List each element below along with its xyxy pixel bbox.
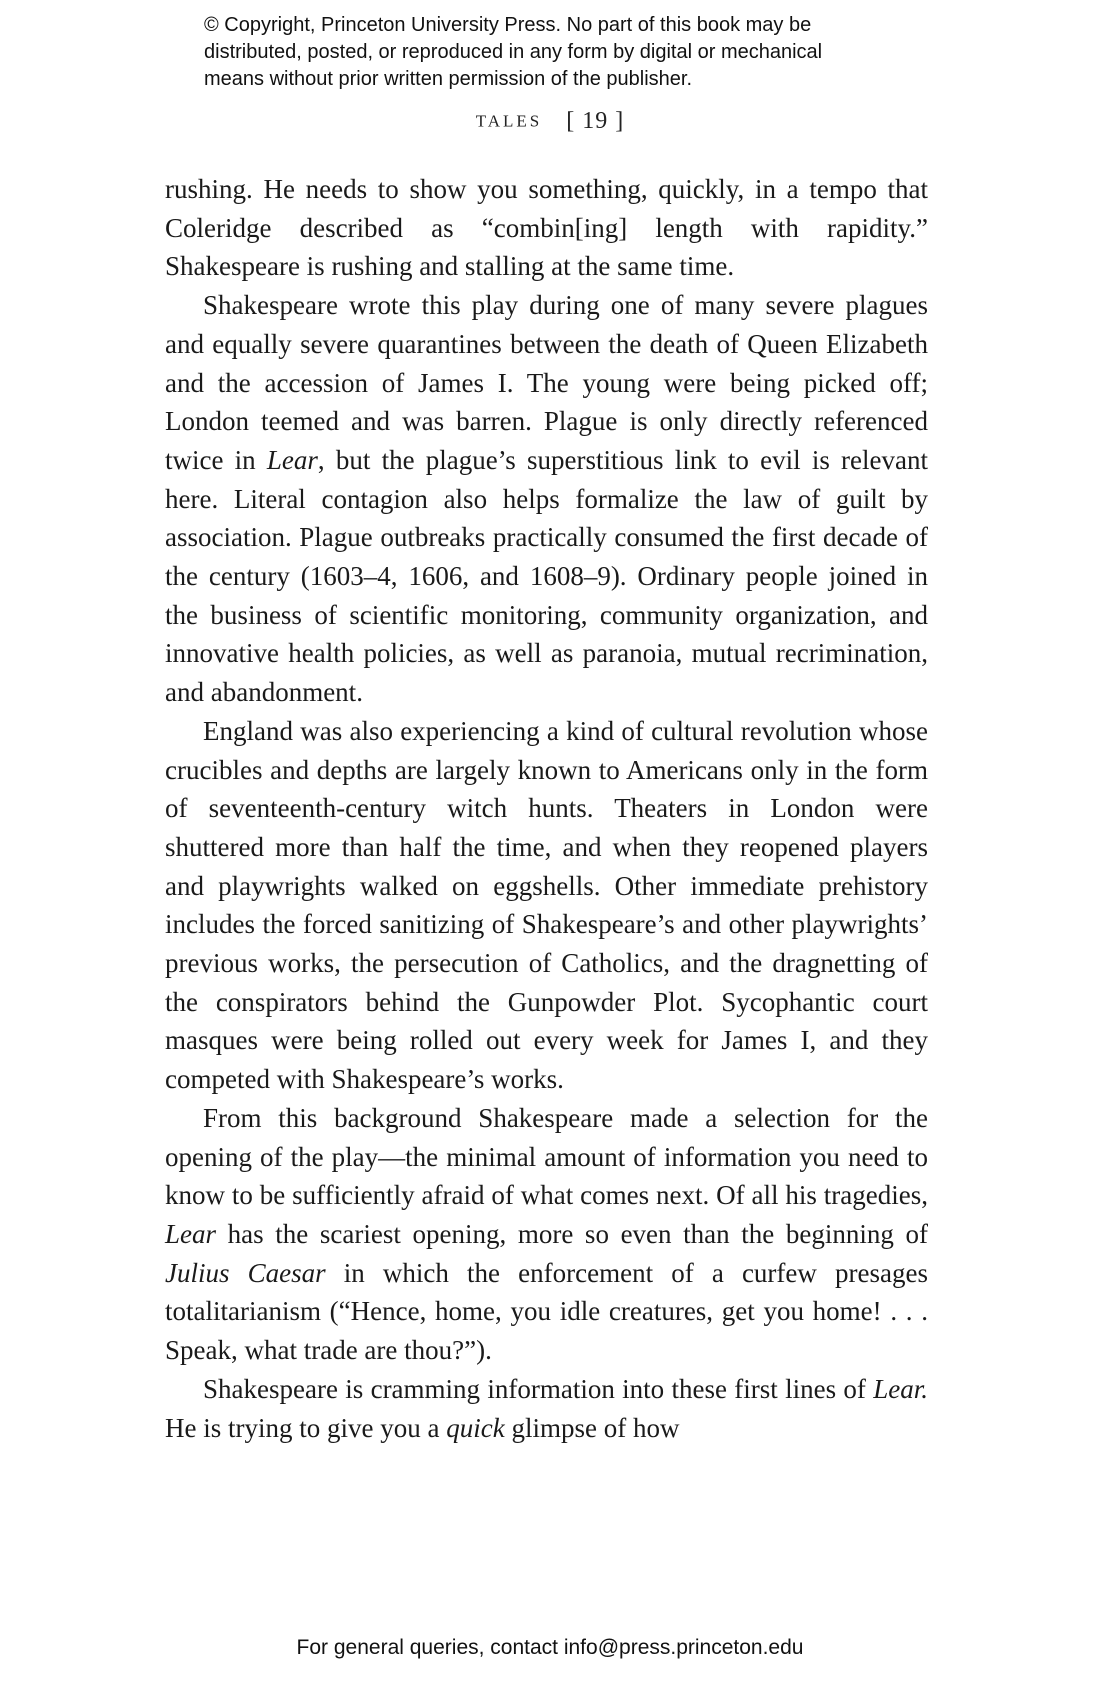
footer-contact: For general queries, contact info@press.princeton.edu (296, 1636, 804, 1659)
paragraph-2 (165, 286, 928, 712)
page-number: [ 19 ] (566, 108, 625, 134)
paragraph-2-text-a: Shakespeare wrote this play during one of many severe plagues and equally severe quarantines between the death of Queen Elizabeth and the accession of James I. The young were being picked off; London teemed and was barren. Plague is only directly referenced twice in (165, 290, 928, 475)
running-head-title: TALES (475, 111, 543, 131)
paragraph-1-text: rushing. He needs to show you something, quickly, in a tempo that Coleridge described as “combin[ing] length with rapidity.” Shakespeare is rushing and stalling at the same time. (165, 174, 928, 282)
paragraph-5-text-c: glimpse of how (504, 1412, 680, 1443)
paragraph-5-text-b: He is trying to give you a (165, 1412, 447, 1443)
paragraph-5 (165, 1370, 928, 1447)
julius-caesar-title-italic: Julius Caesar (165, 1257, 326, 1288)
copyright-line-2: distributed, posted, or reproduced in any form by digital or mechanical (204, 41, 823, 63)
lear-title-italic: Lear (266, 444, 318, 475)
copyright-notice (204, 12, 964, 93)
paragraph-2-text-b: , but the plague’s superstitious link to evil is relevant here. Literal contagion also helps formalize the law of guilt by association. Plague outbreaks practically consumed the first decade of the century (1603–4, 1606, and 1608–9). Ordinary people joined in the business of scientific monitoring, community organization, and innovative health policies, as well as paranoia, mutual recrimination, and abandonment. (165, 444, 928, 708)
copyright-line-1: © Copyright, Princeton University Press. No part of this book may be (204, 14, 812, 36)
lear-title-italic: Lear (165, 1218, 217, 1249)
quick-emphasis: quick (446, 1412, 505, 1443)
paragraph-5-text-a: Shakespeare is cramming information into these first lines of (203, 1373, 874, 1404)
body-text (165, 170, 928, 1447)
paragraph-4-text-a: From this background Shakespeare made a selection for the opening of the play—the minimal amount of information you need to know to be sufficiently afraid of what comes next. Of all his tragedies, (165, 1102, 928, 1211)
copyright-line-3: means without prior written permission of the publisher. (204, 68, 693, 90)
paragraph-1 (165, 170, 928, 286)
running-head (0, 108, 1100, 135)
lear-title-italic: Lear. (873, 1373, 928, 1404)
paragraph-3-text: England was also experiencing a kind of cultural revolution whose crucibles and depths are largely known to Americans only in the form of seventeenth-century witch hunts. Theaters in London were shuttered more than half the time, and when they reopened players and playwrights walked on eggshells. Other immediate prehistory includes the forced sanitizing of Shakespeare’s and other playwrights’ previous works, the persecution of Catholics, and the dragnetting of the conspirators behind the Gunpowder Plot. Sycophantic court masques were being rolled out every week for James I, and they competed with Shakespeare’s works. (165, 715, 928, 1095)
paragraph-4 (165, 1099, 928, 1370)
paragraph-3 (165, 712, 928, 1099)
paragraph-4-text-b: has the scariest opening, more so even than the beginning of (216, 1218, 928, 1249)
paragraph-4-text-c: in which the enforcement of a curfew presages totalitarianism (“Hence, home, you idle creatures, get you home! . . . Speak, what trade are thou?”). (165, 1257, 928, 1366)
